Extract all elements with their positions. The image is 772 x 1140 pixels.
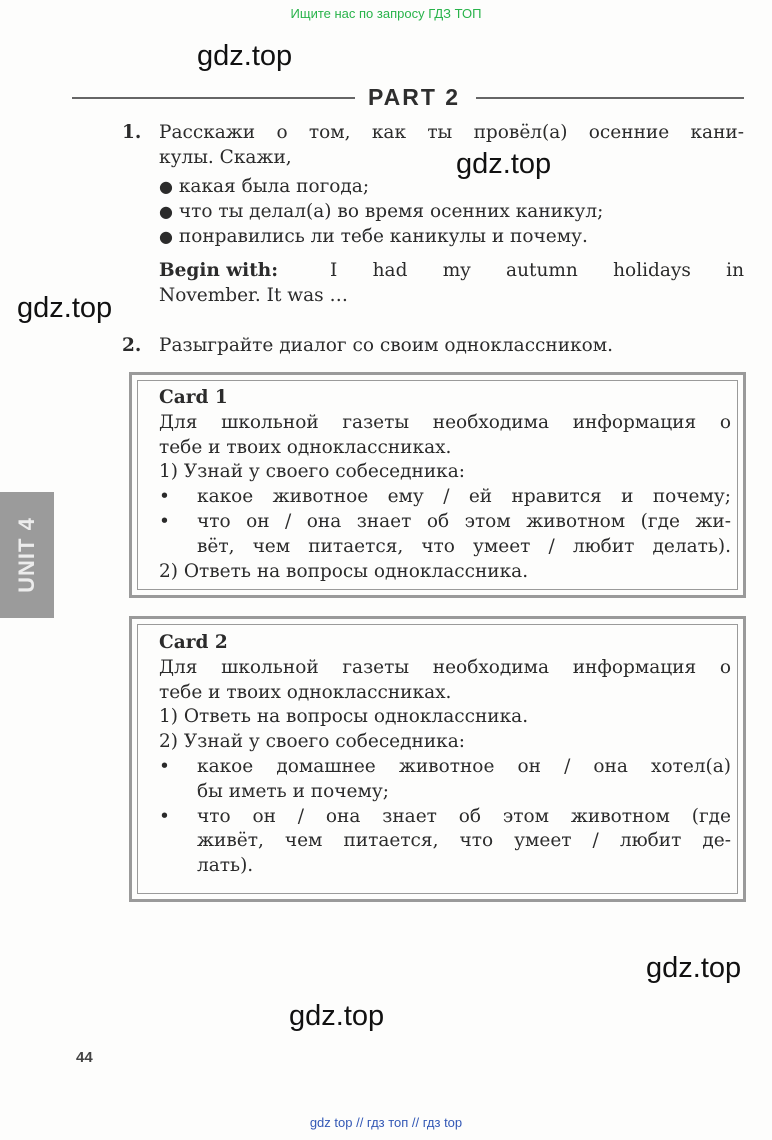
part-title: PART 2: [368, 84, 461, 110]
card-item: 1) Ответь на вопросы одноклассника.: [159, 706, 529, 728]
card-bullet-continued: лать).: [197, 855, 254, 877]
card-bullet-continued: вёт, чем питается, что умеет / любит делать).: [197, 535, 731, 557]
watermark: gdz.top: [646, 952, 742, 984]
begin-with-label: Begin with:: [159, 260, 279, 281]
footer-links[interactable]: gdz top // гдз топ // гдз top: [309, 1115, 463, 1130]
bullet-icon: •: [159, 805, 170, 827]
bullet-icon: •: [159, 755, 170, 777]
bullet-icon: ●: [159, 202, 173, 221]
card-intro: тебе и твоих одноклассниках.: [159, 681, 452, 703]
card-title: Card 2: [159, 632, 228, 653]
card-bullet-continued: бы иметь и почему;: [197, 780, 389, 802]
begin-with-text: I had my autumn holidays in: [330, 260, 744, 281]
page-number: 44: [76, 1049, 93, 1066]
card-item: 1) Узнай у своего собеседника:: [159, 461, 466, 483]
begin-with-line: [159, 258, 744, 283]
watermark: gdz.top: [456, 148, 552, 180]
divider-left: [72, 97, 355, 99]
card-bullet: • что он / она знает об этом животном (где: [159, 805, 731, 830]
card-2-content: [159, 631, 731, 879]
card-intro: тебе и твоих одноклассниках.: [159, 436, 452, 458]
top-banner[interactable]: Ищите нас по запросу ГДЗ ТОП: [290, 6, 482, 21]
begin-with-text: November. It was …: [159, 285, 348, 306]
bullet-icon: •: [159, 510, 170, 532]
bullet-icon: •: [159, 486, 170, 508]
watermark: gdz.top: [17, 292, 113, 324]
task1-intro: кулы. Скажи,: [159, 147, 292, 168]
unit-tab-label: UNIT 4: [14, 517, 39, 593]
task-number: 1.: [122, 122, 142, 143]
unit-tab-label-wrap: [0, 492, 54, 618]
list-item: ● что ты делал(а) во время осенних каникул;: [159, 201, 604, 222]
task-number: 2.: [122, 335, 142, 356]
list-item: ● какая была погода;: [159, 176, 370, 197]
watermark: gdz.top: [289, 1000, 385, 1032]
card-bullet: • что он / она знает об этом животном (где жи-: [159, 510, 731, 535]
card-bullet-continued: живёт, чем питается, что умеет / любит де-: [197, 830, 731, 852]
card-intro: Для школьной газеты необходима информация о: [159, 411, 731, 433]
card-item: 2) Ответь на вопросы одноклассника.: [159, 560, 529, 582]
card-title: Card 1: [159, 387, 228, 408]
card-item: 2) Узнай у своего собеседника:: [159, 731, 466, 753]
bullet-icon: ●: [159, 227, 173, 246]
list-item: ● понравились ли тебе каникулы и почему.: [159, 226, 588, 247]
task1-intro: Расскажи о том, как ты провёл(а) осенние кани-: [159, 122, 744, 143]
task2-text: Разыграйте диалог со своим одноклассником.: [159, 335, 614, 356]
card-1-content: [159, 386, 731, 584]
card-intro: Для школьной газеты необходима информация о: [159, 656, 731, 678]
divider-right: [476, 97, 744, 99]
bullet-icon: ●: [159, 177, 173, 196]
watermark: gdz.top: [197, 40, 293, 72]
card-bullet: • какое домашнее животное он / она хотел(а): [159, 755, 731, 780]
card-bullet: • какое животное ему / ей нравится и почему;: [159, 485, 731, 510]
